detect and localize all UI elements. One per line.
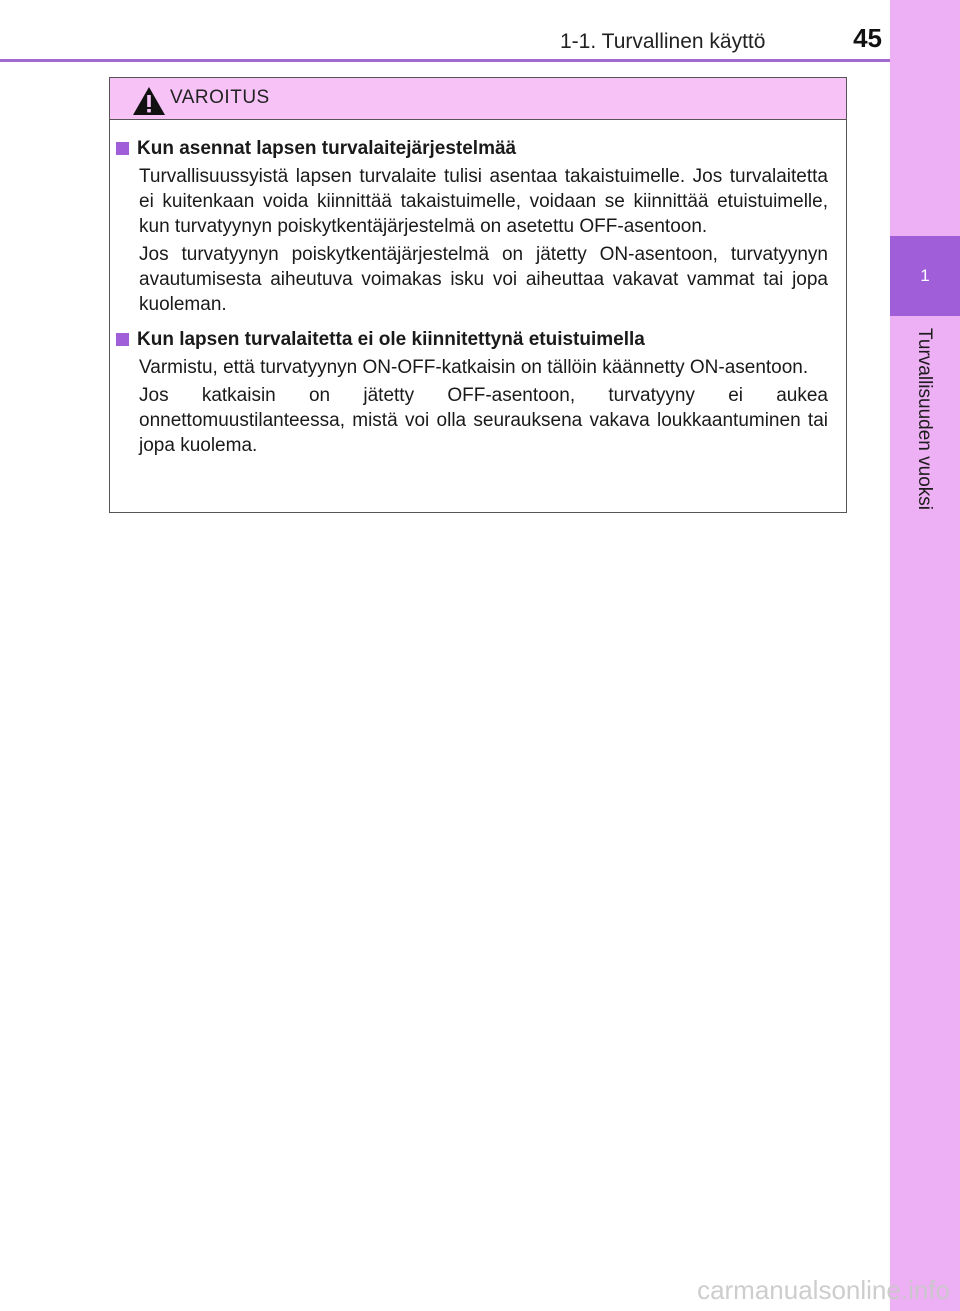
warning-item — [114, 136, 828, 317]
warning-triangle-icon — [132, 86, 166, 116]
chapter-title: Turvallisuuden vuoksi — [914, 328, 935, 510]
warning-paragraph: Turvallisuussyistä lapsen turvalaite tulisi asentaa takaistuimelle. Jos turvalaitetta ei kuitenkaan voida kiinnittää takaistuimelle, voidaan se kiinnittää etuistuimelle, kun turvatyynyn poiskytkentäjärjestelmä on asetettu OFF-asentoon. — [139, 166, 828, 237]
section-title: 1-1. Turvallinen käyttö — [560, 30, 766, 53]
warning-paragraph: Varmistu, että turvatyynyn ON-OFF-katkaisin on tällöin käännetty ON-asentoon. — [139, 357, 809, 378]
warning-subheading-text: Kun asennat lapsen turvalaitejärjestelmää — [137, 138, 517, 159]
warning-content — [110, 120, 846, 458]
square-bullet-icon — [116, 142, 129, 155]
warning-header — [110, 78, 846, 120]
warning-paragraph: Jos turvatyynyn poiskytkentäjärjestelmä on jätetty ON-asentoon, turvatyynyn avautumisesta aiheutuva voimakas isku voi aiheuttaa vakavat vammat tai jopa kuoleman. — [139, 244, 828, 315]
page-number: 45 — [853, 23, 882, 53]
chapter-number: 1 — [920, 266, 930, 285]
warning-item — [114, 327, 828, 458]
chapter-side-strip — [890, 0, 960, 1311]
header-rule — [0, 59, 890, 62]
warning-label: VAROITUS — [170, 87, 270, 108]
square-bullet-icon — [116, 333, 129, 346]
warning-paragraph: Jos katkaisin on jätetty OFF-asentoon, turvatyyny ei aukea onnettomuustilanteessa, mistä voi olla seurauksena vakava loukkaantuminen tai jopa kuolema. — [139, 385, 828, 456]
warning-subheading-text: Kun lapsen turvalaitetta ei ole kiinnitettynä etuistuimella — [137, 329, 645, 350]
chapter-tab — [890, 236, 960, 316]
warning-subheading — [114, 136, 828, 161]
warning-box — [109, 77, 847, 513]
warning-subheading — [114, 327, 828, 352]
watermark: carmanualsonline.info — [697, 1275, 950, 1305]
